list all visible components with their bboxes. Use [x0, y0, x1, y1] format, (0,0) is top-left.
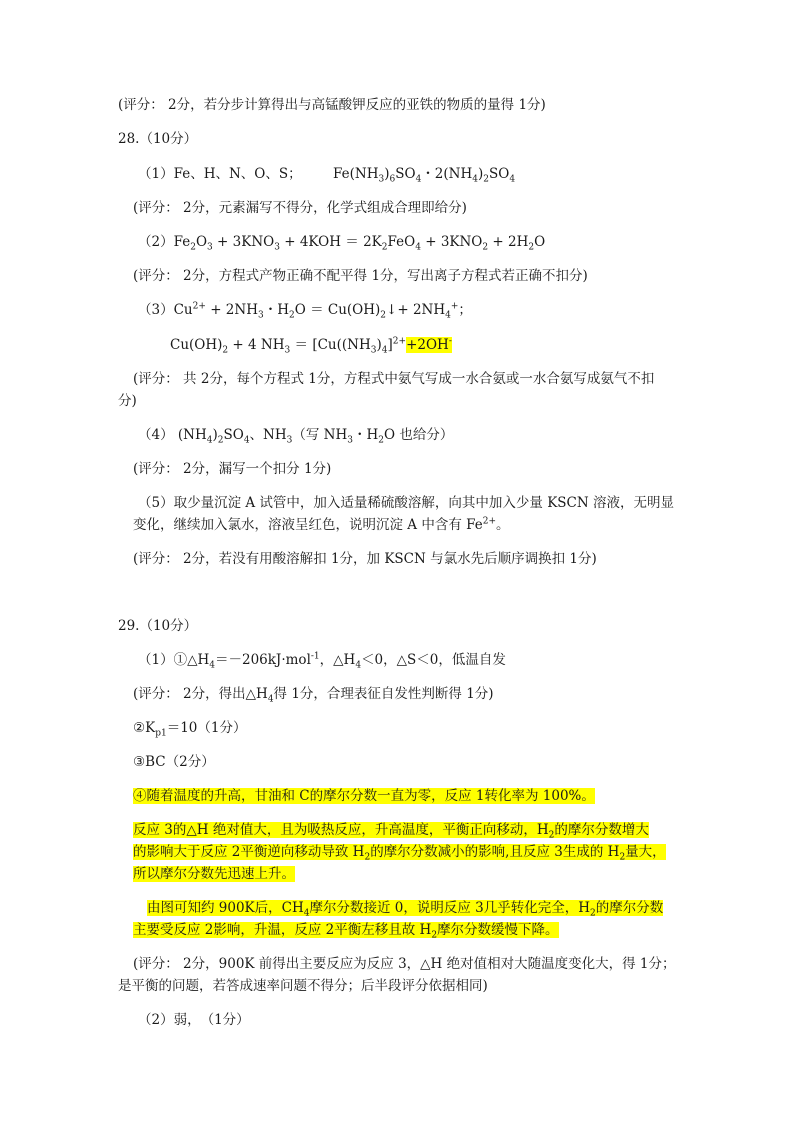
q28-part1-score: (评分： 2分，元素漏写不得分，化学式组成合理即给分): [133, 200, 467, 216]
q29-explain-line3: 所以摩尔分数先迅速上升。: [133, 866, 295, 882]
q28-part3-score-line2: 分): [118, 393, 137, 409]
q28-part1-formula: $Fe(NH_3)_6SO_4$・$2(NH_4)_2SO_4$: [333, 166, 516, 185]
q29-part1: $(1)①\triangle H_4=-206kJ\cdot mol^{-1}$，$\triangle H_4<0$，△S＜0，低温自发: [138, 651, 506, 671]
q29-explain2-line1: 由图可知约 900K后，$CH_4$摩尔分数接近 0，说明反应 3几乎转化完全，$H_2$的摩尔分数: [147, 900, 664, 919]
q29-explain-line1: 反应 3的△H 绝对值大，且为吸热反应，升高温度，平衡正向移动，$H_2$的摩尔分数增大: [133, 822, 649, 841]
q29-part1-kp: $②K_{p1}=10(1$分）: [133, 720, 247, 739]
q28-part3-equation2: $Cu(OH)_2 + 4$ $NH_3 = [Cu((NH_3)_4]^{2+}+2OH^-$: [170, 336, 452, 356]
q28-part4: （4） $(NH_4)_2SO_4$、$NH_3$（写 $NH_3$・$H_2O$ 也给分）: [138, 427, 454, 446]
q28-part3-equation1: $(3)Cu^{2+} + 2NH_3$・$H_2O$ ＝ $Cu(OH)_2↓+ 2NH_4^+$；: [138, 301, 472, 321]
q28-part2-equation: $(2)Fe_2O_3 + 3KNO_3 + 4KOH = 2K_2FeO_4 + 3KNO_2 + 2H_2O$: [138, 234, 546, 253]
q28-part5-line2: 变化，继续加入氯水，溶液呈红色，说明沉淀 A 中含有 $Fe^{2+}$。: [133, 516, 510, 533]
q29-explain-line2: 的影响大于反应 2平衡逆向移动导致 $H_2$的摩尔分数减小的影响,且反应 3生成的 $H_2$量大，: [133, 844, 666, 863]
q29-part1-item4: ④随着温度的升高，甘油和 C的摩尔分数一直为零，反应 1转化率为 100%。: [133, 788, 595, 804]
q29-header: 29.（10分）: [118, 618, 198, 634]
q29-score-line1: (评分： 2分，900K 前得出主要反应为反应 3，△H 绝对值相对大随温度变化大，得 1分；: [133, 956, 676, 972]
q29-score-line2: 是平衡的问题，若答成速率问题不得分；后半段评分依据相同): [118, 978, 488, 994]
q29-part1-bc: ③BC（2分）: [133, 754, 215, 770]
q29-part2: （2）弱， （1分）: [138, 1012, 250, 1028]
q29-explain2-line2: 主要受反应 2影响，升温，反应 2平衡左移且故 $H_2$摩尔分数缓慢下降。: [133, 922, 559, 941]
q28-part1-elements: （1）Fe、H、N、O、S；: [138, 166, 302, 182]
q28-header: 28.（10分）: [118, 131, 198, 147]
q28-part4-score: (评分： 2分，漏写一个扣分 1分): [133, 461, 332, 477]
q28-part3-score-line1: (评分： 共 2分，每个方程式 1分，方程式中氨气写成一水合氨或一水合氨写成氨气不扣: [133, 371, 655, 387]
q28-part5-line1: （5）取少量沉淀 A 试管中，加入适量稀硫酸溶解，向其中加入少量 KSCN 溶液，无明显: [138, 495, 674, 511]
q28-part2-score: (评分： 2分，方程式产物正确不配平得 1分，写出离子方程式若正确不扣分): [133, 268, 588, 284]
q28-part5-score: (评分： 2分，若没有用酸溶解扣 1分，加 KSCN 与氯水先后顺序调换扣 1分): [133, 551, 597, 567]
q29-part1-score: (评分： 2分，得出$\triangle H_4$得 1分，合理表征自发性判断得 1分): [133, 686, 494, 705]
score-note-27: (评分： 2分，若分步计算得出与高锰酸钾反应的亚铁的物质的量得 1分): [118, 97, 546, 113]
